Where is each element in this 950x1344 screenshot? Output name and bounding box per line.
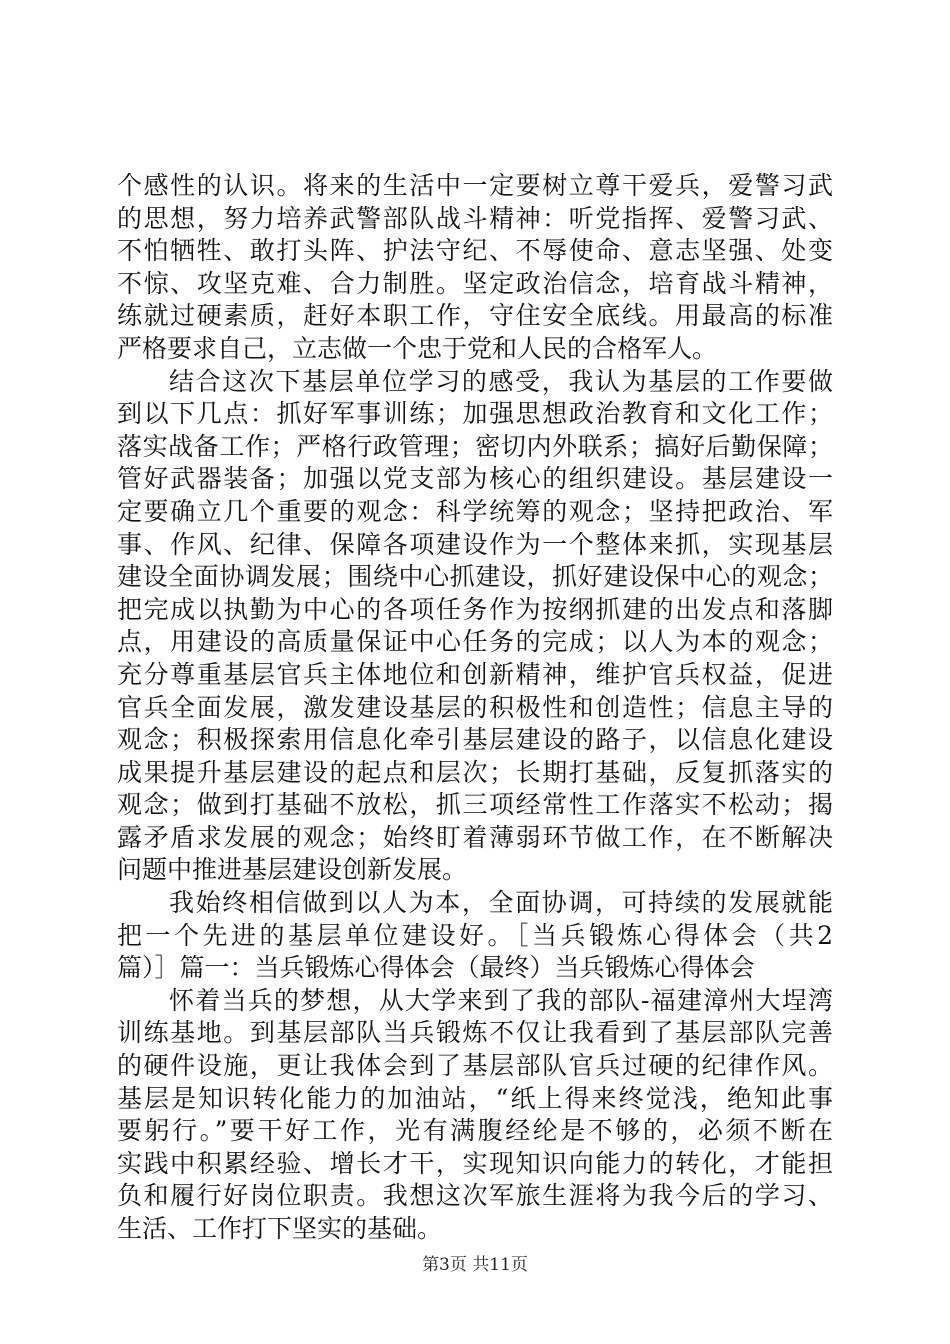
text-line: 建设全面协调发展；围绕中心抓建设，抓好建设保中心的观念； [117,562,833,592]
text-line: 落实战备工作；严格行政管理；密切内外联系；搞好后勤保障； [117,431,833,461]
text-line: 怀着当兵的梦想，从大学来到了我的部队-福建漳州大埕湾 [169,985,833,1015]
text-line: 生活、工作打下坚实的基础。 [117,1214,443,1243]
text-line: 负和履行好岗位职责。我想这次军旅生涯将为我今后的学习、 [117,1181,833,1211]
paragraph [117,366,833,888]
text-line: 基层是知识转化能力的加油站，“纸上得来终觉浅，绝知此事 [117,1083,833,1113]
text-line: 结合这次下基层单位学习的感受，我认为基层的工作要做 [169,366,833,396]
text-line: 我始终相信做到以人为本，全面协调，可持续的发展就能 [169,888,833,918]
text-line: 不惊、攻坚克难、合力制胜。坚定政治信念，培育战斗精神， [117,268,833,298]
text-line: 观念；做到打基础不放松，抓三项经常性工作落实不松动；揭 [117,790,833,820]
text-line: 充分尊重基层官兵主体地位和创新精神，维护官兵权益，促进 [117,659,833,689]
text-line: 观念；积极探索用信息化牵引基层建设的路子，以信息化建设 [117,725,833,755]
text-line: 把一个先进的基层单位建设好。［当兵锻炼心得体会（共2 [117,920,833,950]
text-line: 个感性的认识。将来的生活中一定要树立尊干爱兵，爱警习武 [117,171,833,200]
text-line: 训练基地。到基层部队当兵锻炼不仅让我看到了基层部队完善 [117,1018,833,1048]
text-line: 篇）］篇一：当兵锻炼心得体会（最终）当兵锻炼心得体会 [117,953,755,983]
text-line: 的思想，努力培养武警部队战斗精神：听党指挥、爱警习武、 [117,203,833,233]
text-line: 要躬行。”要干好工作，光有满腹经纶是不够的，必须不断在 [117,1116,833,1146]
paragraph [117,170,833,366]
text-line: 的硬件设施，更让我体会到了基层部队官兵过硬的纪律作风。 [117,1051,833,1081]
paragraph [117,887,833,985]
text-line: 事、作风、纪律、保障各项建设作为一个整体来抓，实现基层 [117,529,833,559]
text-line: 官兵全面发展，激发建设基层的积极性和创造性；信息主导的 [117,692,833,722]
text-line: 实践中积累经验、增长才干，实现知识向能力的转化，才能担 [117,1148,833,1178]
text-line: 管好武器装备；加强以党支部为核心的组织建设。基层建设一 [117,464,833,494]
text-line: 把完成以执勤为中心的各项任务作为按纲抓建的出发点和落脚 [117,594,833,624]
text-line: 露矛盾求发展的观念；始终盯着薄弱环节做工作，在不断解决 [117,822,833,852]
body-text [117,170,833,1246]
text-line: 成果提升基层建设的起点和层次；长期打基础，反复抓落实的 [117,757,833,787]
text-line: 不怕牺牲、敢打头阵、护法守纪、不辱使命、意志坚强、处变 [117,236,833,266]
text-line: 练就过硬素质，赶好本职工作，守住安全底线。用最高的标准 [117,301,833,331]
text-line: 问题中推进基层建设创新发展。 [117,855,468,885]
text-line: 点，用建设的高质量保证中心任务的完成；以人为本的观念； [117,627,833,657]
page-number-footer: 第3页 共11页 [422,1255,528,1275]
text-line: 定要确立几个重要的观念：科学统筹的观念；坚持把政治、军 [117,496,833,526]
paragraph [117,985,833,1246]
text-line: 严格要求自己，立志做一个忠于党和人民的合格军人。 [117,333,718,363]
text-line: 到以下几点：抓好军事训练；加强思想政治教育和文化工作； [117,399,833,429]
